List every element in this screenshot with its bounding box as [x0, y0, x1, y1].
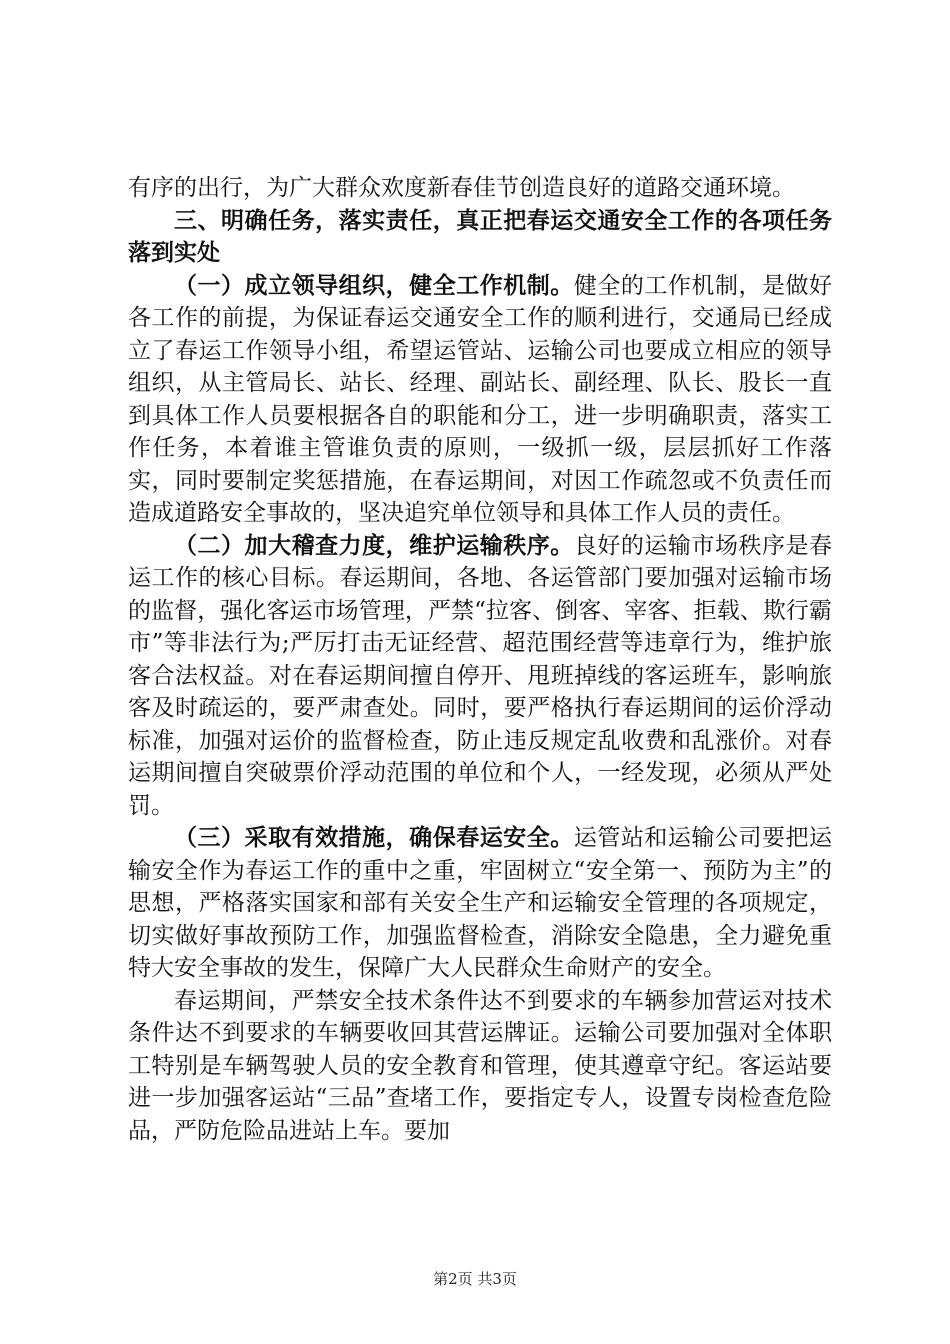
- document-body: [128, 172, 832, 1147]
- item-body-1: 健全的工作机制，是做好各工作的前提，为保证春运交通安全工作的顺利进行，交通局已经成立了春运工作领导小组，希望运管站、运输公司也要成立相应的领导组织，从主管局长、站长、经理、副站长、副经理、队长、股长一直到具体工作人员要根据各自的职能和分工，进一步明确职责，落实工作任务，本着谁主管谁负责的原则，一级抓一级，层层抓好工作落实，同时要制定奖惩措施，在春运期间，对因工作疏忽或不负责任而造成道路安全事故的，坚决追究单位领导和具体工作人员的责任。: [128, 272, 833, 526]
- page-footer: 第2页 共3页: [433, 1270, 517, 1288]
- item-body-2: 良好的运输市场秩序是春运工作的核心目标。春运期间，各地、各运管部门要加强对运输市场的监督，强化客运市场管理，严禁“拉客、倒客、宰客、拒载、欺行霸市”等非法行为;严厉打击无证经营、超范围经营等违章行为，维护旅客合法权益。对在春运期间擅自停开、甩班掉线的客运班车，影响旅客及时疏运的，要严肃查处。同时，要严格执行春运期间的运价浮动标准，加强对运价的监督检查，防止违反规定乱收费和乱涨价。对春运期间擅自突破票价浮动范围的单位和个人，一经发现，必须从严处罚。: [128, 532, 833, 819]
- item-paragraph-2: [128, 530, 832, 823]
- continuation-paragraph: 有序的出行，为广大群众欢度新春佳节创造良好的道路交通环境。: [128, 175, 795, 201]
- closing-paragraph: 春运期间，严禁安全技术条件达不到要求的车辆参加营运对技术条件达不到要求的车辆要收回其营运牌证。运输公司要加强对全体职工特别是车辆驾驶人员的安全教育和管理，使其遵章守纪。客运站要进一步加强客运站“三品”查堵工作，要指定专人，设置专岗检查危险品，严防危险品进站上车。要加: [128, 987, 832, 1144]
- section-heading: 三、明确任务，落实责任，真正把春运交通安全工作的各项任务落到实处: [128, 207, 832, 266]
- item-lead-3: （三）采取有效措施，确保春运安全。: [174, 825, 574, 851]
- item-paragraph-3: [128, 822, 832, 985]
- item-paragraph-1: [128, 270, 832, 530]
- item-lead-1: （一）成立领导组织，健全工作机制。: [174, 272, 574, 299]
- item-lead-2: （二）加大稽查力度，维护运输秩序。: [174, 532, 574, 559]
- item-body-3: 运管站和运输公司要把运输安全作为春运工作的重中之重，牢固树立“安全第一、预防为主”的思想，严格落实国家和部有关安全生产和运输安全管理的各项规定，切实做好事故预防工作，加强监督检查，消除安全隐患，全力避免重特大安全事故的发生，保障广大人民群众生命财产的安全。: [128, 825, 833, 981]
